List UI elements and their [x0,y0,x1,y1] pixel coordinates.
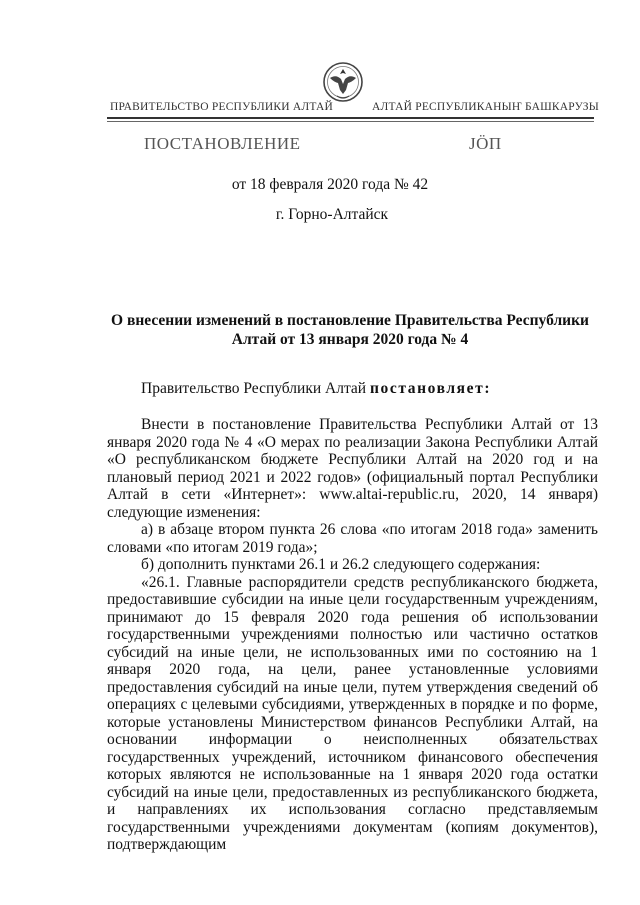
document-body [107,416,598,854]
header-rule-thick [107,117,594,119]
document-date: от 18 февраля 2020 года № 42 [231,176,429,193]
paragraph: б) дополнить пунктами 26.1 и 26.2 следующего содержания: [141,556,541,573]
doc-type-russian: ПОСТАНОВЛЕНИЕ [144,134,301,153]
doc-type-altai: JÖП [469,134,502,153]
preamble-text: Правительство Республики Алтай [141,380,370,397]
preamble [141,380,491,398]
preamble-emphasis: постановляет: [369,380,492,397]
coat-of-arms-icon [322,60,364,106]
header-left-text: ПРАВИТЕЛЬСТВО РЕСПУБЛИКИ АЛТАЙ [110,101,334,113]
document-title: О внесении изменений в постановление Правительства Республики Алтай от 13 января 2020 года № 4 [111,312,589,348]
paragraph: а) в абзаце втором пункта 26 слова «по итогам 2018 года» заменить словами «по итогам 2019 года»; [107,521,598,556]
paragraph: Внести в постановление Правительства Республики Алтай от 13 января 2020 года № 4 «О мерах по реализации Закона Республики Алтай «О республиканском бюджете Республики Алтай на 2020 год и на плановый период 2021 и 2022 годов» (официальный портал Республики Алтай в сети «Интернет»: www.altai-republic.ru, 2020, 14 января) следующие изменения: [107,416,598,521]
document-city: г. Горно-Алтайск [275,206,389,223]
header-right-text: АЛТАЙ РЕСПУБЛИКАНЫҤ БАШКАРУЗЫ [372,101,599,113]
paragraph: «26.1. Главные распорядители средств республиканского бюджета, предоставившие субсидии на иные цели государственным учреждениям, принимают до 15 февраля 2020 года решения об использовании государственными учреждениями полностью или частично остатков субсидий на иные цели, не использованных ими по состоянию на 1 января 2020 года, на цели, ранее установленные условиями предоставления субсидий на иные цели, путем утверждения сведений об операциях с целевыми субсидиями, утвержденных в порядке и по форме, которые установлены Министерством финансов Республики Алтай, на основании информации о неисполненных обязательствах государственных учреждений, источником финансового обеспечения которых являются не использованные на 1 января 2020 года остатки субсидий на иные цели, предоставленных из республиканского бюджета, и направлениях их использования согласно представляемым государственными учреждениями документам (копиям документов), подтверждающим [107,573,598,853]
header-rule-thin [107,121,594,122]
